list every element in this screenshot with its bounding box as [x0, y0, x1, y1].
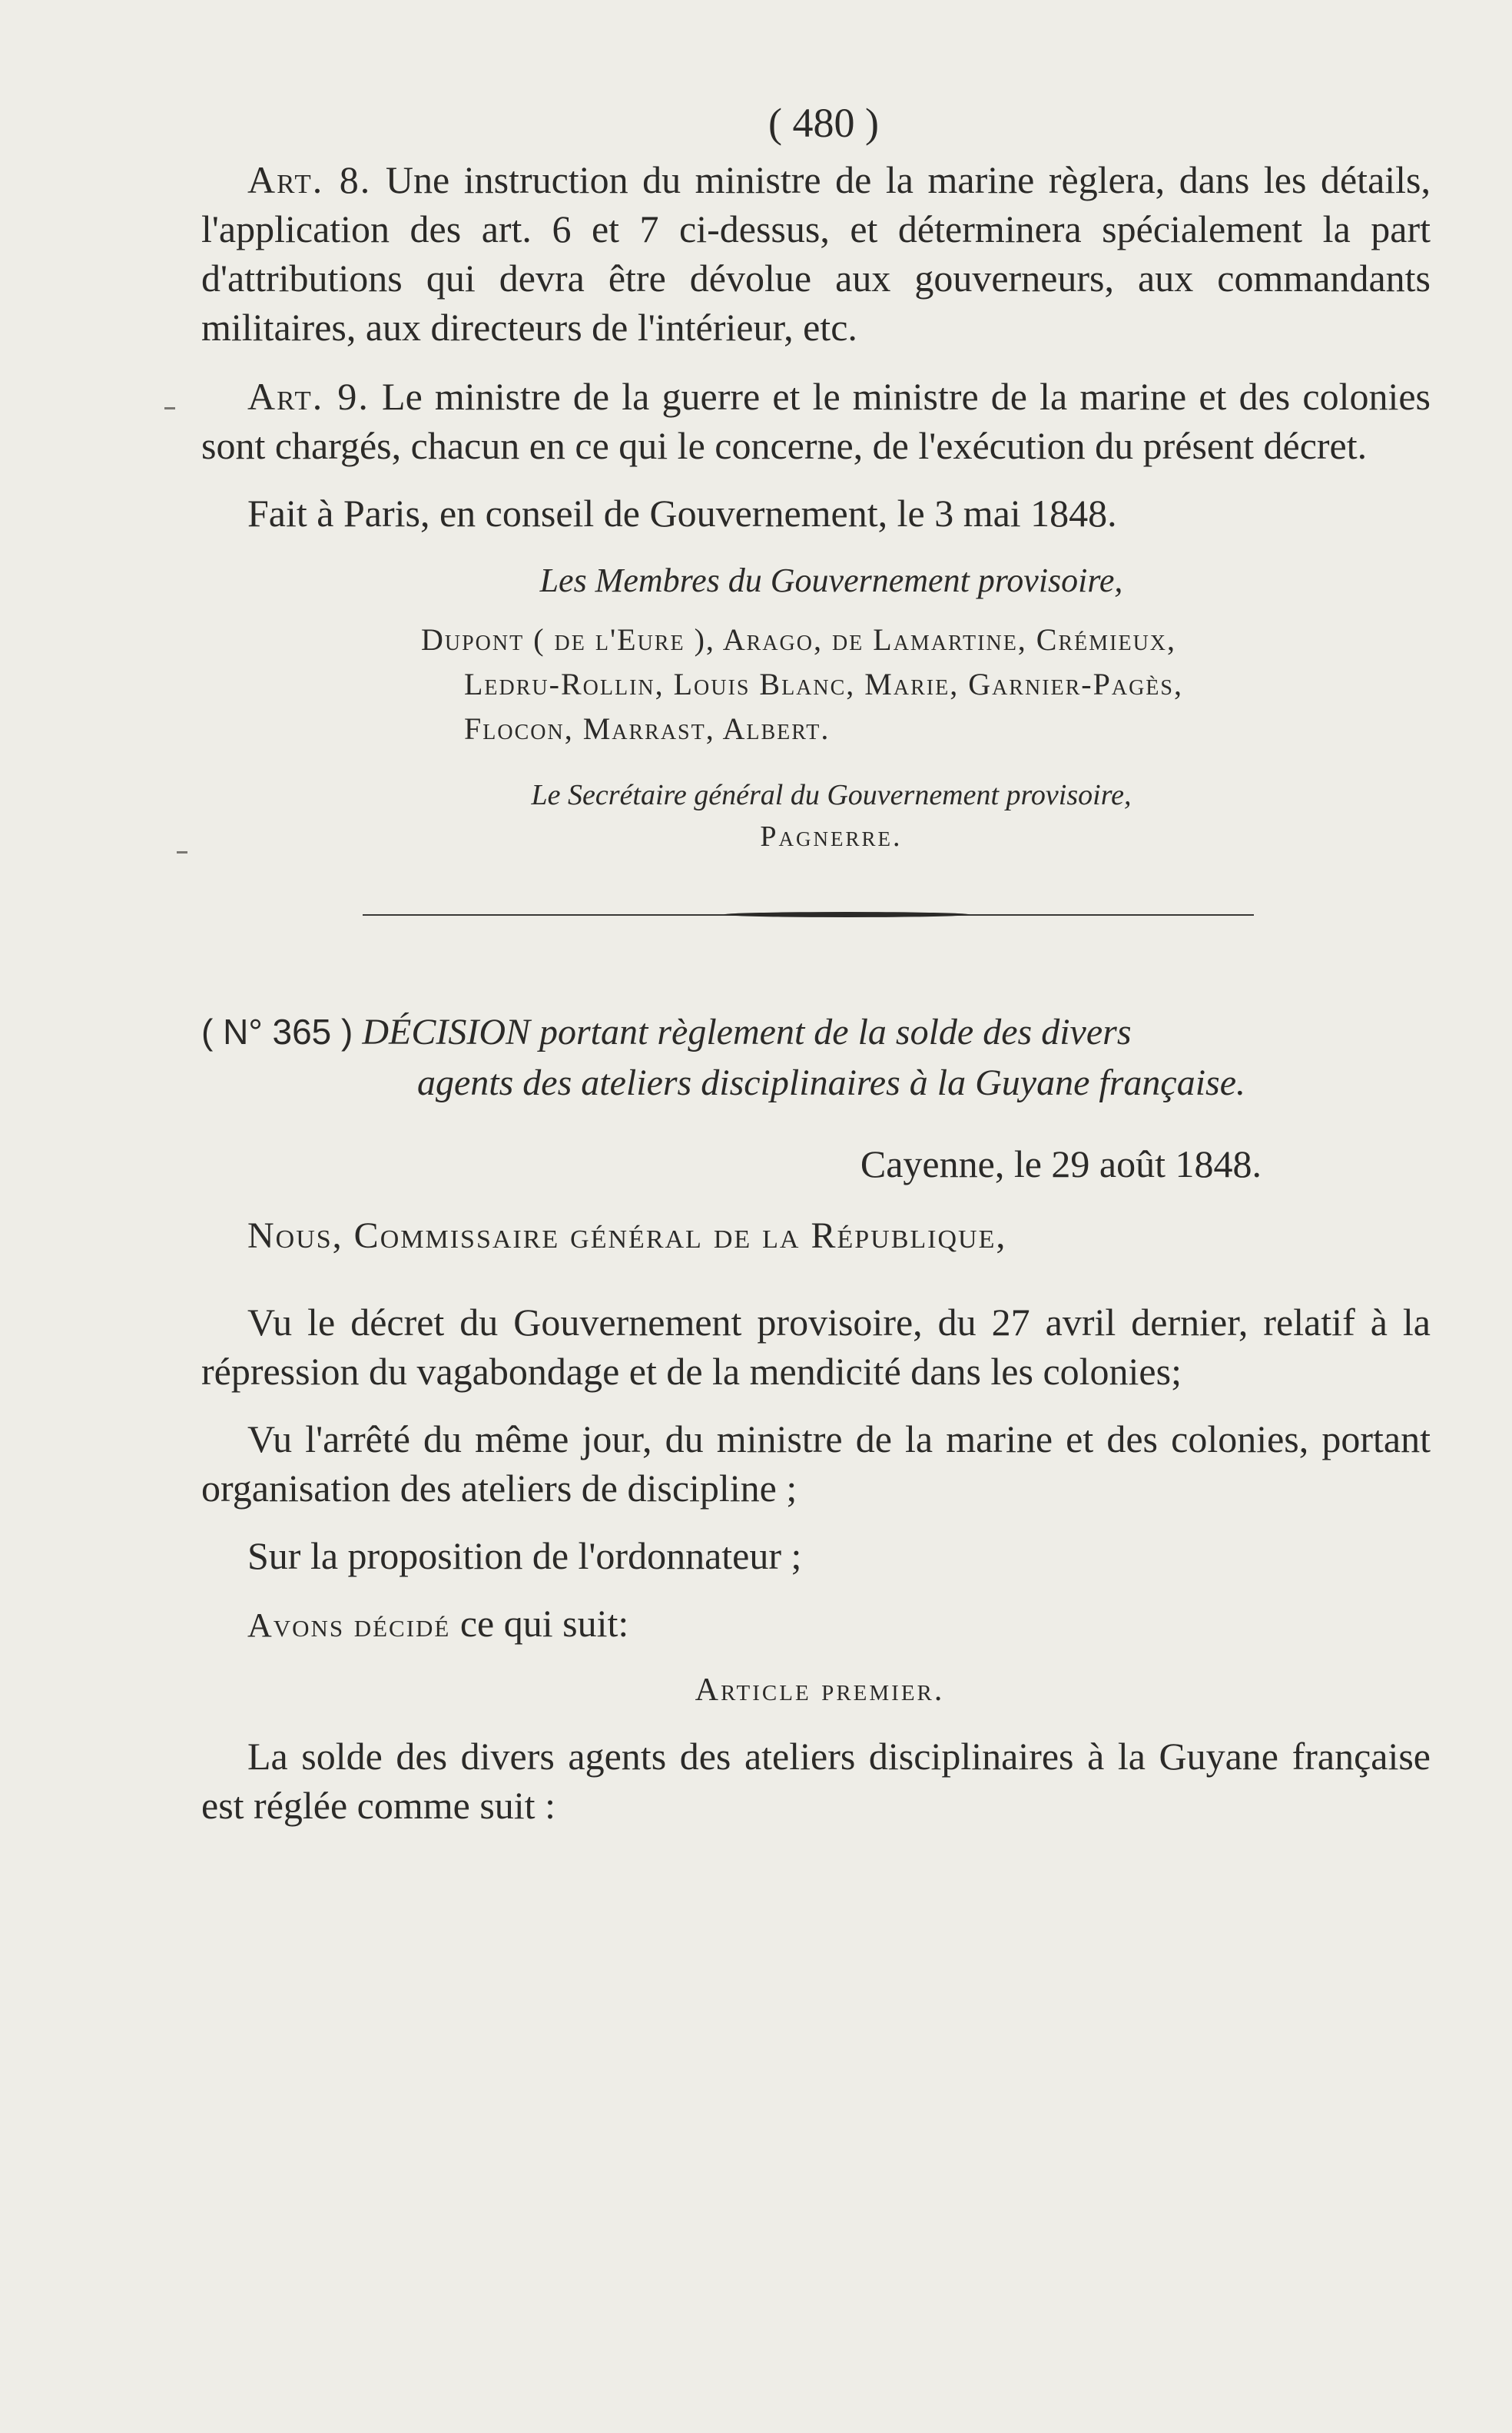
article-9-text: Le ministre de la guerre et le ministre de la marine et des colonies sont chargés, chacun en ce qui le concerne, de l'exécution du présent décret.: [201, 375, 1431, 467]
secretary-heading: Le Secrétaire général du Gouvernement provisoire,: [531, 779, 1132, 811]
article-9-label: Art. 9.: [247, 375, 370, 418]
signers-row: Dupont ( de l'Eure ), Arago, de Lamartine, Crémieux,: [421, 622, 1177, 657]
divider-ornament: [724, 912, 970, 917]
secretary-name: Pagnerre.: [760, 820, 903, 853]
solde-paragraph: La solde des divers agents des ateliers disciplinaires à la Guyane française est réglée comme suit :: [201, 1735, 1431, 1827]
decide-word: décidé: [353, 1606, 451, 1644]
sur-proposition: Sur la proposition de l'ordonnateur ;: [247, 1534, 802, 1577]
document-page: [201, 100, 1431, 1830]
decision-title-line1: [201, 1006, 1431, 1058]
article-8: [201, 155, 1431, 352]
membres-heading: Les Membres du Gouvernement provisoire,: [539, 562, 1123, 599]
avons-word: Avons: [247, 1606, 345, 1644]
decision-title-line2: agents des ateliers disciplinaires à la Guyane française.: [416, 1062, 1246, 1103]
signers-row: Ledru-Rollin, Louis Blanc, Marie, Garnier-Pagès,: [464, 667, 1183, 701]
place-date: Cayenne, le 29 août 1848.: [860, 1142, 1262, 1185]
decision-heading: [201, 1006, 1431, 1109]
signers-block: [201, 618, 1431, 751]
article-8-label: Art. 8.: [247, 158, 372, 201]
vu-decret: Vu le décret du Gouvernement provisoire, du 27 avril dernier, relatif à la répression du vagabondage et de la mendicité dans les colonies;: [201, 1301, 1431, 1393]
margin-mark: [164, 407, 175, 409]
article-8-text: Une instruction du ministre de la marine règlera, dans les détails, l'application des art. 6 et 7 ci-dessus, et déterminera spécialement la part d'attributions qui devra être dévolue aux gouverneurs, aux commandants militaires, aux directeurs de l'intérieur, etc.: [201, 158, 1431, 349]
section-divider: [201, 900, 1431, 931]
article-9: [201, 372, 1431, 470]
decision-number: ( N° 365 ): [201, 1012, 353, 1052]
avons-rest: ce qui suit:: [450, 1602, 629, 1645]
page-number: ( 480 ): [768, 100, 879, 146]
avons-decide: [201, 1599, 1431, 1650]
signers-row: Flocon, Marrast, Albert.: [464, 711, 831, 746]
decision-title: DÉCISION portant règlement de la solde des divers: [362, 1012, 1132, 1052]
fait-a-paris: Fait à Paris, en conseil de Gouvernement, le 3 mai 1848.: [247, 492, 1117, 535]
article-premier-heading: Article premier.: [695, 1672, 945, 1708]
vu-arrete: Vu l'arrêté du même jour, du ministre de la marine et des colonies, portant organisation des ateliers de discipline ;: [201, 1417, 1431, 1510]
nous-line: Nous, Commissaire général de la République,: [247, 1215, 1007, 1256]
margin-mark: [177, 851, 187, 854]
